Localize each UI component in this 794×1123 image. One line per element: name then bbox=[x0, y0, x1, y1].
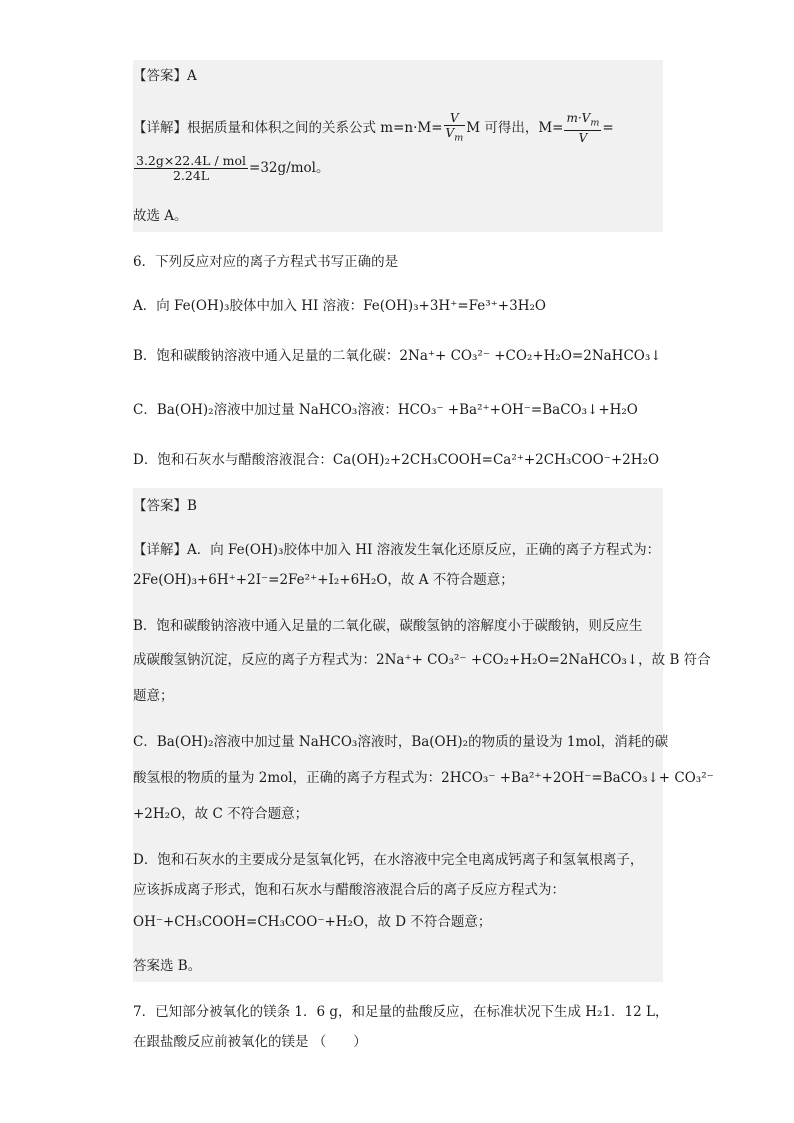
frac1-den: V bbox=[445, 125, 455, 140]
q6-option-d: D．饱和石灰水与醋酸溶液混合：Ca(OH)₂+2CH₃COOH=Ca²⁺+2CH₃COO⁻+2H₂O bbox=[133, 452, 660, 468]
detail-6-line-8: +2H₂O，故 C 不符合题意； bbox=[133, 806, 309, 822]
calc-den: 2.24L bbox=[172, 167, 210, 183]
fraction-calc bbox=[134, 154, 248, 183]
q6-option-b: B．饱和碳酸钠溶液中通入足量的二氧化碳：2Na⁺+ CO₃²⁻ +CO₂+H₂O=2NaHCO₃↓ bbox=[133, 348, 662, 364]
fraction-v-over-vm bbox=[444, 111, 466, 145]
q6-option-c: C．Ba(OH)₂溶液中加过量 NaHCO₃溶液：HCO₃⁻ +Ba²⁺+OH⁻=BaCO₃↓+H₂O bbox=[133, 402, 638, 418]
detail-6-line-4: 成碳酸氢钠沉淀，反应的离子方程式为：2Na⁺+ CO₃²⁻ +CO₂+H₂O=2NaHCO₃↓，故 B 符合 bbox=[133, 652, 711, 668]
answer-label-6: 【答案】B bbox=[133, 498, 197, 514]
conclusion-5: 故选 A。 bbox=[133, 208, 188, 224]
detail-6-line-6: C．Ba(OH)₂溶液中加过量 NaHCO₃溶液时，Ba(OH)₂的物质的量设为 1mol，消耗的碳 bbox=[133, 734, 669, 750]
answer-label-5: 【答案】A bbox=[133, 68, 197, 84]
detail-prefix: 【详解】根据质量和体积之间的关系公式 m=n·M= bbox=[133, 120, 443, 136]
calc-line-5 bbox=[133, 148, 329, 188]
frac1-num: V bbox=[450, 110, 459, 125]
question-6-stem: 6．下列反应对应的离子方程式书写正确的是 bbox=[133, 254, 399, 270]
detail-6-line-10: 应该拆成离子形式，饱和石灰水与醋酸溶液混合后的离子反应方程式为： bbox=[133, 882, 565, 898]
detail-6-line-12: 答案选 B。 bbox=[133, 958, 202, 974]
detail-6-line-3: B．饱和碳酸钠溶液中通入足量的二氧化碳，碳酸氢钠的溶解度小于碳酸钠，则反应生 bbox=[133, 618, 643, 634]
frac2-den: V bbox=[578, 131, 588, 146]
detail-6-line-2: 2Fe(OH)₃+6H⁺+2I⁻=2Fe²⁺+I₂+6H₂O，故 A 不符合题意； bbox=[133, 572, 514, 588]
detail-6-line-7: 酸氢根的物质的量为 2mol，正确的离子方程式为：2HCO₃⁻ +Ba²⁺+2OH⁻=BaCO₃↓+ CO₃²⁻ bbox=[133, 770, 714, 786]
detail-mid: M 可得出，M= bbox=[466, 120, 564, 136]
frac2-num-sub: m bbox=[590, 117, 600, 129]
q6-option-a: A．向 Fe(OH)₃胶体中加入 HI 溶液：Fe(OH)₃+3H⁺=Fe³⁺+3H₂O bbox=[133, 298, 546, 314]
detail-6-line-1: 【详解】A．向 Fe(OH)₃胶体中加入 HI 溶液发生氧化还原反应，正确的离子方程式为： bbox=[133, 542, 661, 558]
detail-line-5a bbox=[133, 108, 614, 148]
calc-result: =32g/mol。 bbox=[249, 160, 330, 176]
question-7-line-1: 7．已知部分被氧化的镁条 1．6 g，和足量的盐酸反应，在标准状况下生成 H₂1．12 L， bbox=[133, 1004, 669, 1020]
tail-eq: = bbox=[602, 120, 614, 136]
detail-6-line-5: 题意； bbox=[133, 688, 174, 704]
frac2-num: m·V bbox=[566, 110, 591, 125]
frac1-den-sub: m bbox=[454, 132, 464, 144]
detail-6-line-11: OH⁻+CH₃COOH=CH₃COO⁻+H₂O，故 D 不符合题意； bbox=[133, 914, 492, 930]
calc-num: 3.2g×22.4L / mol bbox=[136, 152, 247, 168]
fraction-mvm-over-v bbox=[564, 111, 601, 145]
question-7-line-2: 在跟盐酸反应前被氧化的镁是 （ ） bbox=[133, 1034, 367, 1050]
detail-6-line-9: D．饱和石灰水的主要成分是氢氧化钙，在水溶液中完全电离成钙离子和氢氧根离子， bbox=[133, 852, 644, 868]
